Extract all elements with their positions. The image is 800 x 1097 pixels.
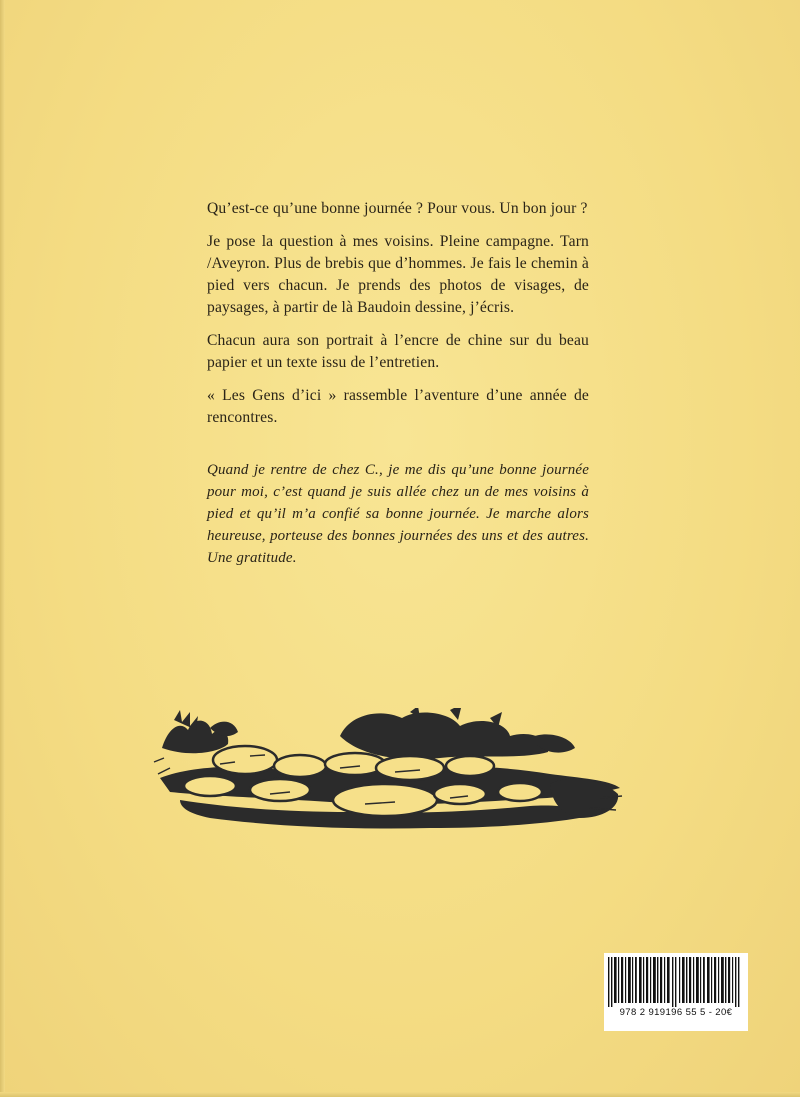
cover-spine-edge [0, 0, 5, 1097]
barcode-number: 978 2 919196 55 5 - 20€ [619, 1007, 733, 1018]
blurb-paragraph-2: Je pose la question à mes voisins. Pleine campagne. Tarn /Aveyron. Plus de brebis que d’hommes. Je fais le chemin à pied vers chacun. Je prends des photos de visages, de paysages, à partir de là Baudoin dessine, j’écris. [207, 233, 589, 316]
blurb-paragraph-3: Chacun aura son portrait à l’encre de chine sur du beau papier et un texte issu de l’entretien. [207, 332, 589, 371]
cover-bottom-edge [0, 1092, 800, 1097]
isbn-barcode [604, 953, 748, 1031]
blurb-text-block [207, 198, 589, 580]
barcode-icon [608, 957, 744, 1007]
blurb-paragraph-4: « Les Gens d’ici » rassemble l’aventure d’une année de rencontres. [207, 387, 589, 426]
ink-landscape-icon [150, 708, 630, 836]
quote-paragraph: Quand je rentre de chez C., je me dis qu’une bonne journée pour moi, c’est quand je suis allée chez un de mes voisins à pied et qu’il m’a confié sa bonne journée. Je marche alors heureuse, porteuse des bonnes journées des uns et des autres. Une gratitude. [207, 462, 589, 566]
blurb-paragraph-1: Qu’est-ce qu’une bonne journée ? Pour vous. Un bon jour ? [207, 200, 588, 217]
